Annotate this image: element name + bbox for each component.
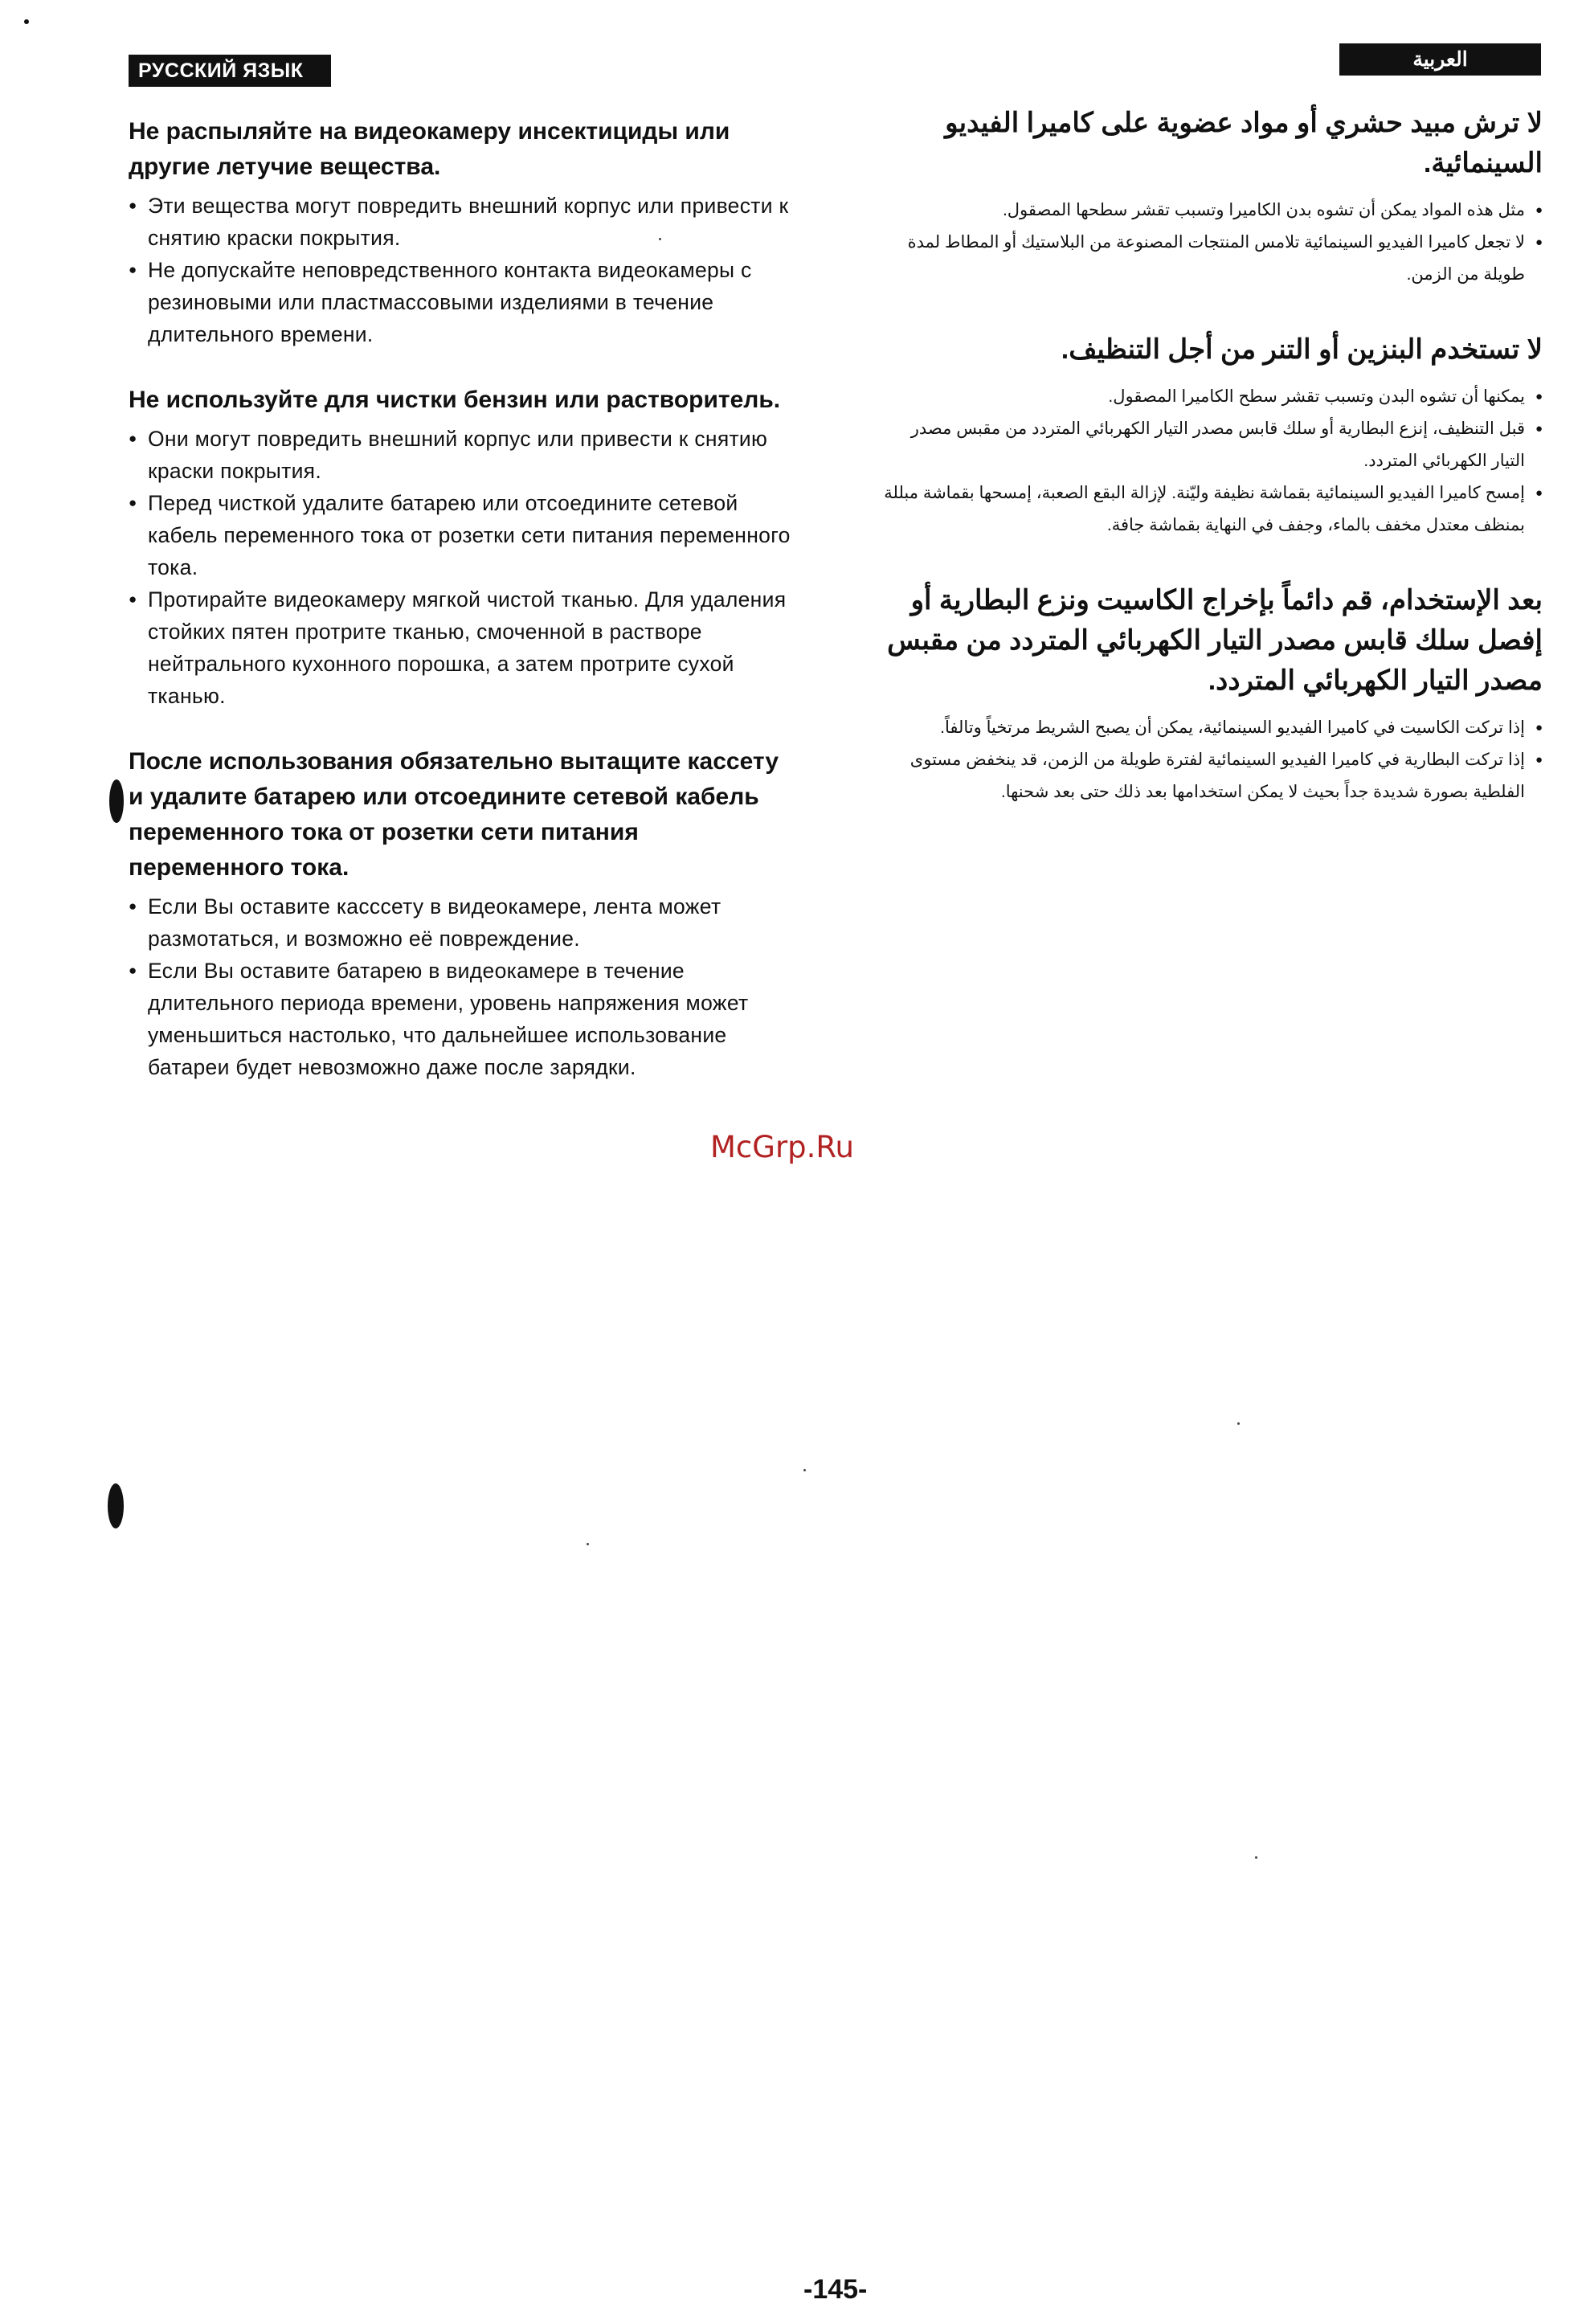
- watermark: McGrp.Ru: [710, 1130, 854, 1164]
- ar-heading-1: لا ترش مبيد حشري أو مواد عضوية على كاميرا الفيديو السينمائية.: [945, 108, 1543, 178]
- binding-hole-mark-top: [109, 779, 124, 823]
- ar-list-3: [880, 712, 1543, 808]
- ru-section-after-use: [129, 744, 795, 1083]
- ar-section-after-use: [880, 580, 1543, 808]
- scan-speck: [1237, 1422, 1240, 1425]
- ar-item: ● قبل التنظيف، إنزع البطارية أو سلك قابس مصدر التيار الكهربائي المتردد من مقبس مصدر التيار الكهربائي المتردد.: [880, 413, 1543, 477]
- ar-section-cleaning: [880, 329, 1543, 542]
- ar-list-1: [880, 194, 1543, 291]
- ru-list-1: [129, 190, 795, 350]
- ar-list-2: [880, 381, 1543, 542]
- ru-item: ● Протирайте видеокамеру мягкой чистой тканью. Для удаления стойких пятен протрите тканью, смоченной в растворе нейтрального кухонного порошка, а затем протрите сухой тканью.: [129, 583, 795, 712]
- ru-item: ● Если Вы оставите батарею в видеокамере в течение длительного периода времени, уровень напряжения может уменьшиться настолько, что дальнейшее использование батареи будет невозможно даже после зарядки.: [129, 955, 795, 1083]
- binding-hole-mark-bottom: [108, 1483, 124, 1528]
- ru-heading-3: После использования обязательно вытащите кассету и удалите батарею или отсоедините сетевой кабель переменного тока от розетки сети питания переменного тока.: [129, 748, 779, 881]
- ru-list-3: [129, 890, 795, 1083]
- scan-speck: [1255, 1856, 1257, 1859]
- ru-item: ● Эти вещества могут повредить внешний корпус или привести к снятию краски покрытия.: [129, 190, 795, 254]
- russian-column: [129, 114, 795, 1115]
- ar-item: ● إذا تركت الكاسيت في كاميرا الفيديو السينمائية، يمكن أن يصبح الشريط مرتخياً وتالفاً.: [880, 712, 1543, 744]
- page-number: -145-: [803, 2274, 868, 2305]
- scan-speck: [659, 238, 661, 240]
- ar-item: ● لا تجعل كاميرا الفيديو السينمائية تلامس المنتجات المصنوعة من البلاستيك أو المطاط لمدة طويلة من الزمن.: [880, 227, 1543, 291]
- ru-section-insecticides: [129, 114, 795, 350]
- ar-heading-2: لا تستخدم البنزين أو التنر من أجل التنظيف.: [1061, 334, 1543, 365]
- ru-list-2: [129, 423, 795, 712]
- scan-speck: [587, 1543, 589, 1545]
- scan-speck: [24, 19, 29, 24]
- ru-heading-1: Не распыляйте на видеокамеру инсектициды или другие летучие вещества.: [129, 118, 730, 180]
- ar-item: ● يمكنها أن تشوه البدن وتسبب تقشر سطح الكاميرا المصقول.: [880, 381, 1543, 413]
- ar-item: ● إذا تركت البطارية في كاميرا الفيديو السينمائية لفترة طويلة من الزمن، قد ينخفض مستوى الفلطية بصورة شديدة جداً بحيث لا يمكن استخدامها بعد ذلك حتى بعد شحنها.: [880, 744, 1543, 808]
- arabic-language-tag: العربية: [1339, 43, 1541, 76]
- ru-item: ● Если Вы оставите касссету в видеокамере, лента может размотаться, и возможно её повреждение.: [129, 890, 795, 955]
- ru-heading-2: Не используйте для чистки бензин или растворитель.: [129, 387, 781, 413]
- ar-section-insecticides: [880, 103, 1543, 291]
- ar-item: ● مثل هذه المواد يمكن أن تشوه بدن الكاميرا وتسبب تقشر سطحها المصقول.: [880, 194, 1543, 227]
- ar-heading-3: بعد الإستخدام، قم دائماً بإخراج الكاسيت ونزع البطارية أو إفصل سلك قابس مصدر التيار الكهربائي المتردد من مقبس مصدر التيار الكهربائي المتردد.: [887, 585, 1543, 696]
- ru-item: ● Не допускайте неповредственного контакта видеокамеры с резиновыми или пластмассовыми изделиями в течение длительного времени.: [129, 254, 795, 350]
- ru-item: ● Перед чисткой удалите батарею или отсоедините сетевой кабель переменного тока от розетки сети питания переменного тока.: [129, 487, 795, 583]
- russian-language-tag: РУССКИЙ ЯЗЫК: [129, 55, 331, 87]
- scan-speck: [803, 1469, 806, 1471]
- arabic-column: [880, 103, 1543, 847]
- ar-item: ● إمسح كاميرا الفيديو السينمائية بقماشة نظيفة وليّنة. لإزالة البقع الصعبة، إمسحها بقماشة مبللة بمنظف معتدل مخفف بالماء، وجفف في النهاية بقماشة جافة.: [880, 477, 1543, 542]
- ru-section-cleaning: [129, 383, 795, 712]
- ru-item: ● Они могут повредить внешний корпус или привести к снятию краски покрытия.: [129, 423, 795, 487]
